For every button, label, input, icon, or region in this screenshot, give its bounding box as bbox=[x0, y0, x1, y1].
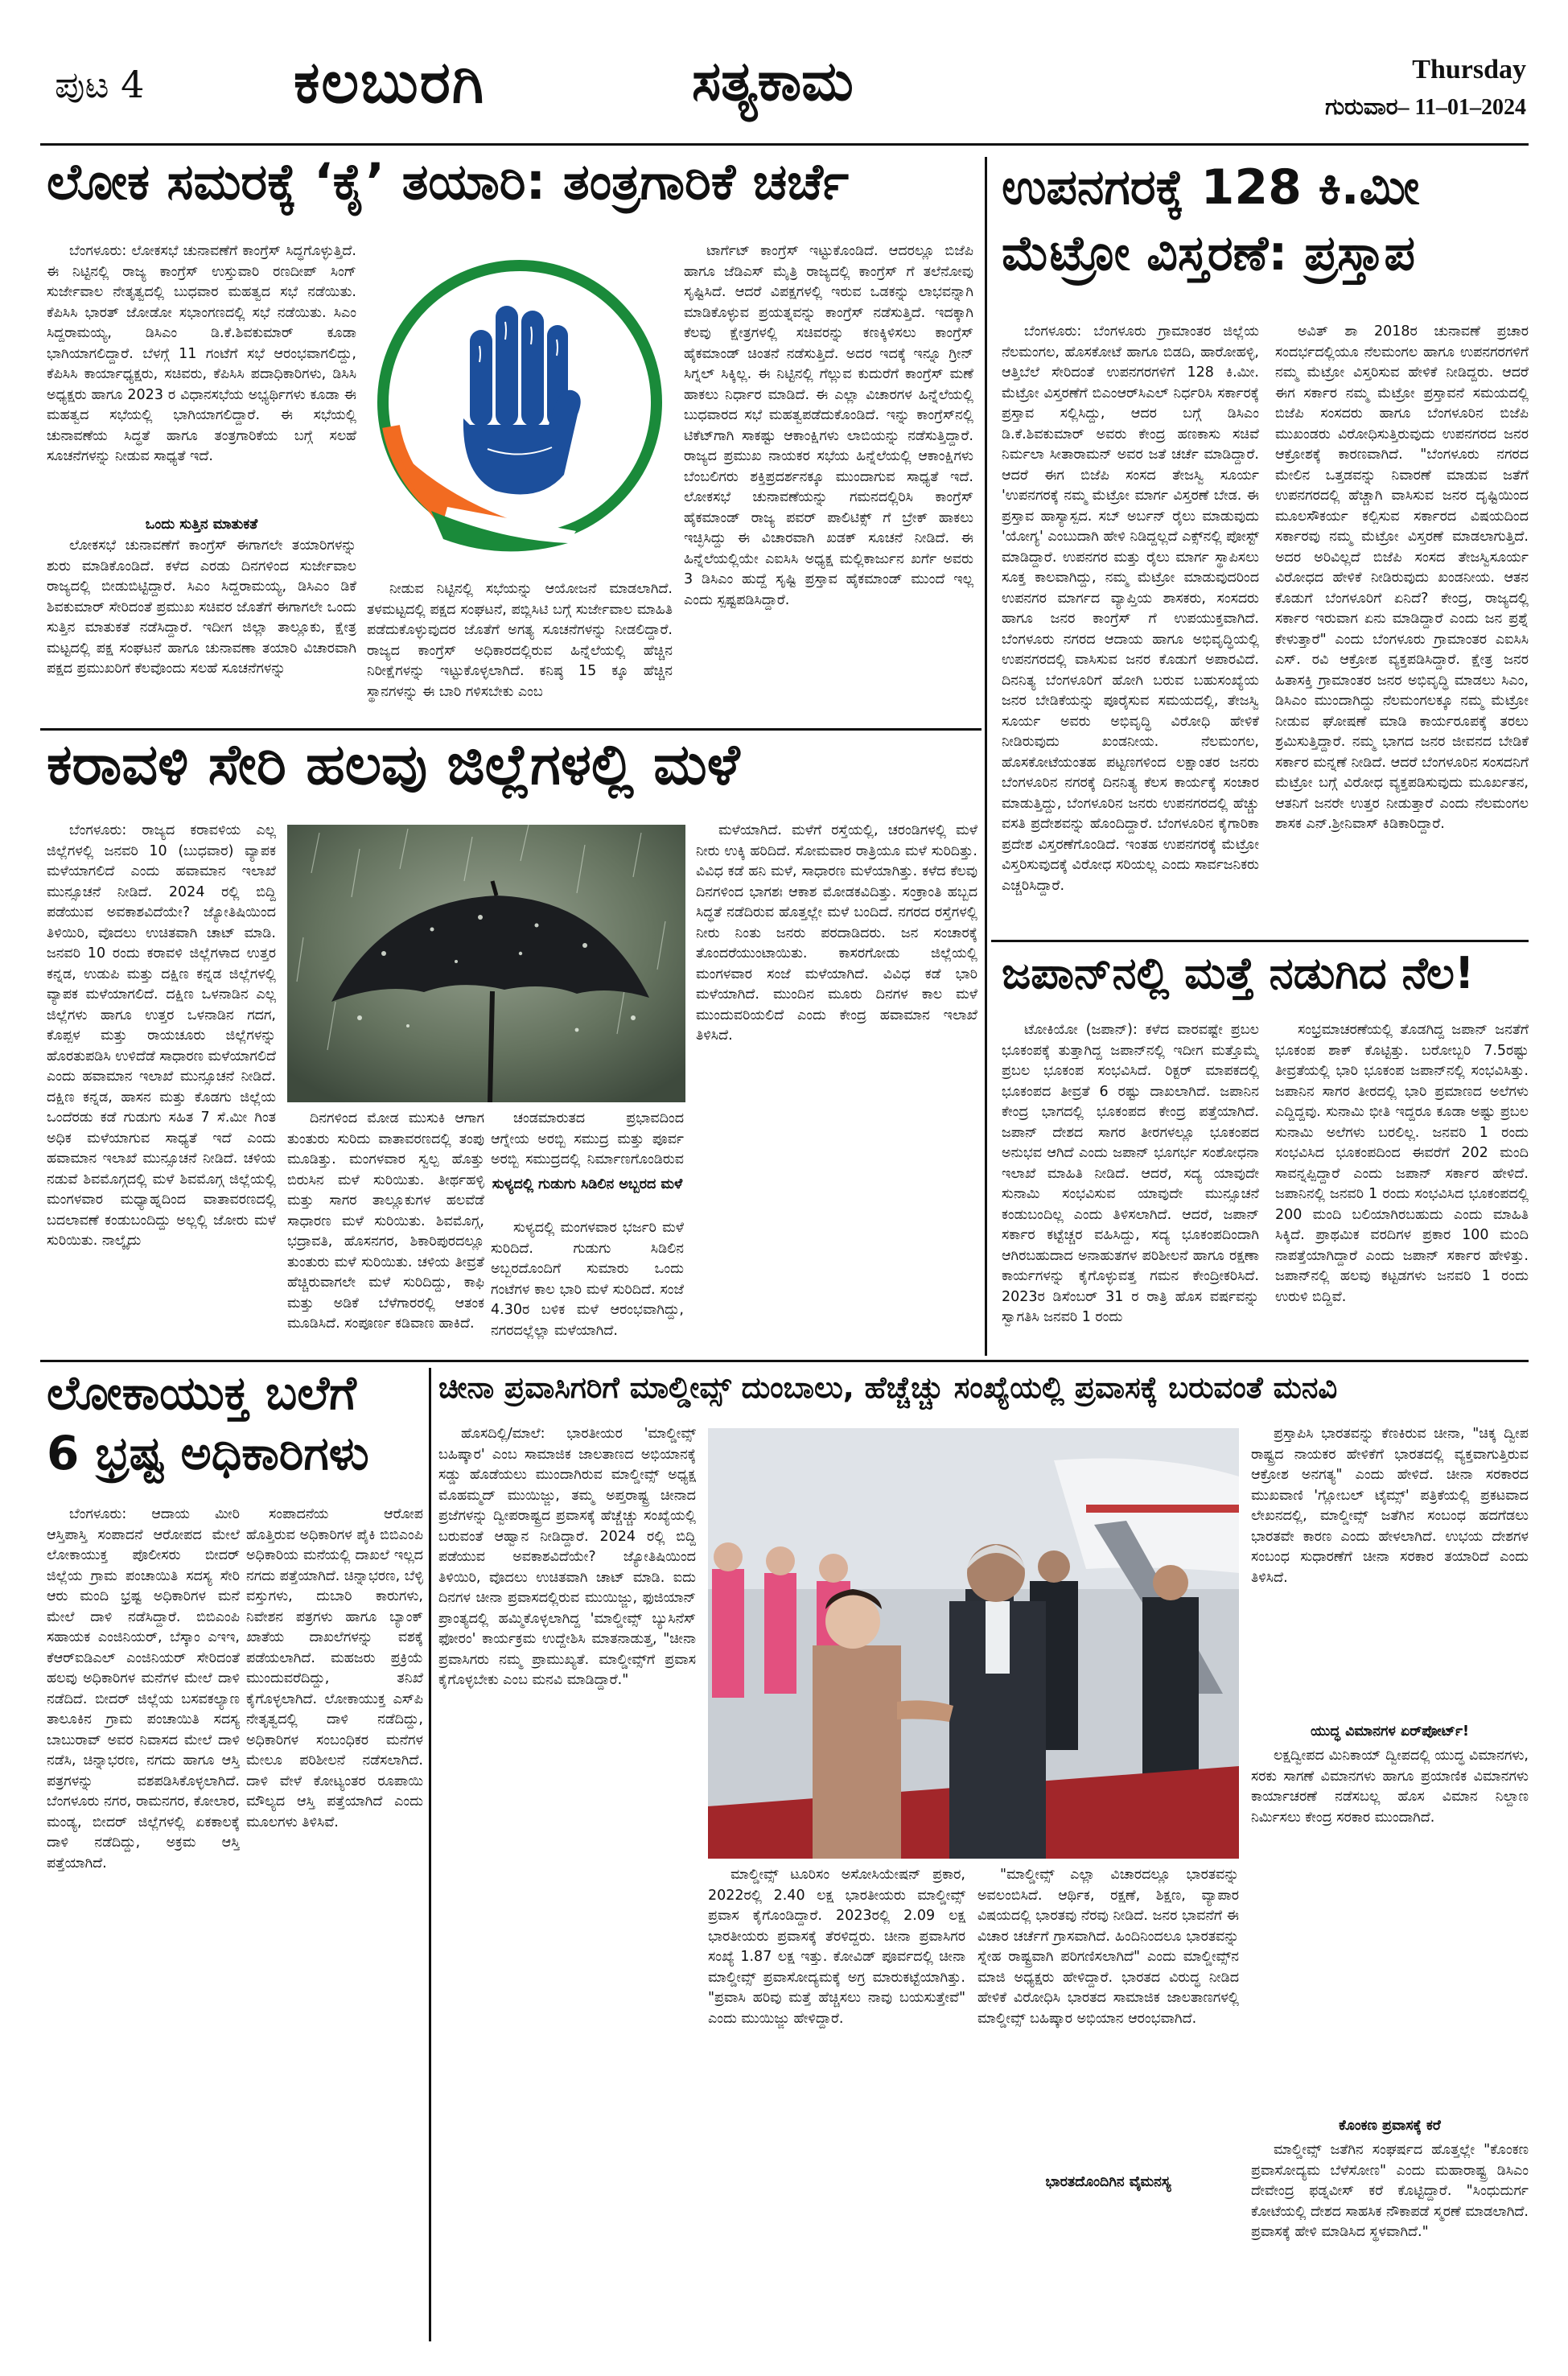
story2-headline-line2: ಮೆಟ್ರೋ ವಿಸ್ತರಣೆ: ಪ್ರಸ್ತಾಪ bbox=[1002, 225, 1415, 282]
story1-column-3: ಟಾರ್ಗೆಟ್ ಕಾಂಗ್ರೆಸ್ ಇಟ್ಟುಕೊಂಡಿದೆ. ಆದರಲ್ಲೂ ಬಿಜೆಪಿ ಹಾಗೂ ಜೆಡಿಎಸ್ ಮೈತ್ರಿ ರಾಜ್ಯದಲ್ಲಿ ಕಾಂಗ್ರೆಸ್ ಗೆ ತಲೆನೋವು ಸೃಷ್ಟಿಸಿದೆ. ಆದರೆ ವಿಪಕ್ಷಗಳಲ್ಲಿ ಇರುವ ಒಡಕನ್ನು ಲಾಭವನ್ನಾಗಿ ಮಾಡಿಕೊಳ್ಳುವ ಪ್ರಯತ್ನವನ್ನು ಕಾಂಗ್ರೆಸ್ ನಡೆಸುತ್ತಿದೆ. ಇದಕ್ಕಾಗಿ ಕೆಲವು ಕ್ಷೇತ್ರಗಳಲ್ಲಿ ಸಚಿವರನ್ನು ಕಣಕ್ಕಿಳಿಸಲು ಕಾಂಗ್ರೆಸ್ ಹೈಕಮಾಂಡ್ ಚಿಂತನೆ ನಡೆಸುತ್ತಿದೆ. ಅದರ ಇದಕ್ಕೆ ಇನ್ನೂ ಗ್ರೀನ್ ಸಿಗ್ನಲ್ ಸಿಕ್ಕಿಲ್ಲ. ಈ ನಿಟ್ಟಿನಲ್ಲಿ ಗೆಲ್ಲುವ ಕುದುರೆಗೆ ಕಾಂಗ್ರೆಸ್ ಮಣೆ ಹಾಕಲು ನಿರ್ಧಾರ ಮಾಡಿದೆ. ಈ ಎಲ್ಲಾ ವಿಚಾರಗಳ ಹಿನ್ನೆಲೆಯಲ್ಲಿ ಬುಧವಾರದ ಸಭೆ ಮಹತ್ವಪಡೆದುಕೊಂಡಿದೆ. ಇನ್ನು ಕಾಂಗ್ರೆಸ್‌ನಲ್ಲಿ ಟಿಕೆಟ್‌ಗಾಗಿ ಸಾಕಷ್ಟು ಆಕಾಂಕ್ಷಿಗಳು ಲಾಬಿಯನ್ನು ನಡೆಸುತ್ತಿದ್ದಾರೆ. ರಾಜ್ಯದ ಪ್ರಮುಖ ನಾಯಕರ ಸಭೆಯ ಹಿನ್ನೆಲೆಯಲ್ಲಿ ಆಕಾಂಕ್ಷಿಗಳು ಬೆಂಬಲಿಗರು ಶಕ್ತಿಪ್ರದರ್ಶನಕ್ಕೂ ಮುಂದಾಗುವ ಸಾಧ್ಯತೆ ಇದೆ. ಲೋಕಸಭೆ ಚುನಾವಣೆಯನ್ನು ಗಮನದಲ್ಲಿರಿಸಿ ಕಾಂಗ್ರೆಸ್ ಹೈಕಮಾಂಡ್ ರಾಜ್ಯ ಪವರ್ ಪಾಲಿಟಿಕ್ಸ್ ಗೆ ಬ್ರೇಕ್ ಹಾಕಲು ಇಚ್ಛಿಸಿದ್ದು ಈ ವಿಚಾರವಾಗಿ ಖಡಕ್ ಸೂಚನೆ ನೀಡಿದೆ. ಈ ಹಿನ್ನೆಲೆಯಲ್ಲಿಯೇ ಎಐಸಿಸಿ ಅಧ್ಯಕ್ಷ ಮಲ್ಲಿಕಾರ್ಜುನ ಖರ್ಗೆ ಅವರು 3 ಡಿಸಿಎಂ ಹುದ್ದೆ ಸೃಷ್ಟಿ ಪ್ರಸ್ತಾವ ಹೈಕಮಾಂಡ್ ಮುಂದೆ ಇಲ್ಲ ಎಂದು ಸ್ಪಷ್ಟಪಡಿಸಿದ್ದಾರೆ. bbox=[684, 243, 973, 608]
day-english: Thursday bbox=[1412, 55, 1526, 84]
story2-column-1: ಬೆಂಗಳೂರು: ಬೆಂಗಳೂರು ಗ್ರಾಮಾಂತರ ಜಿಲ್ಲೆಯ ನೆಲಮಂಗಲ, ಹೊಸಕೋಟೆ ಹಾಗೂ ಬಿಡದಿ, ಹಾರೋಹಳ್ಳಿ, ಆತ್ತಿಬೆಲೆ ಸೇರಿದಂತೆ ಉಪನಗರಗಳಿಗೆ 128 ಕಿ.ಮೀ. ಮೆಟ್ರೋ ವಿಸ್ತರಣೆಗೆ ಬಿಎಂಆರ್‌ಸಿಎಲ್ ನಿರ್ಧರಿಸಿ ಸರ್ಕಾರಕ್ಕೆ ಪ್ರಸ್ತಾವ ಸಲ್ಲಿಸಿದ್ದು, ಆದರ ಬಗ್ಗೆ ಡಿಸಿಎಂ ಡಿ.ಕೆ.ಶಿವಕುಮಾರ್ ಅವರು ಕೇಂದ್ರ ಹಣಕಾಸು ಸಚಿವೆ ನಿರ್ಮಲಾ ಸೀತಾರಾಮನ್ ಅವರ ಜತೆ ಚರ್ಚೆ ಮಾಡಿದ್ದಾರೆ. ಆದರೆ ಈಗ ಬಿಜೆಪಿ ಸಂಸದ ತೇಜಸ್ವಿ ಸೂರ್ಯ 'ಉಪನಗರಕ್ಕೆ ನಮ್ಮ ಮೆಟ್ರೋ ಮಾರ್ಗ ವಿಸ್ತರಣೆ ಬೇಡ. ಈ ಪ್ರಸ್ತಾವ ಹಾಸ್ಯಾಸ್ಪದ. ಸಬ್ ಅರ್ಬನ್ ರೈಲು ಮಾಡುವುದು 'ಯೋಗ್ಯ' ಎಂಬುದಾಗಿ ಹೇಳಿ ನಿಡಿದ್ದಲ್ಲದೆ ಎಕ್ಸ್‌ನಲ್ಲಿ ಪೋಸ್ಟ್ ಮಾಡಿದ್ದಾರೆ. ಉಪನಗರ ಮತ್ತು ರೈಲು ಮಾರ್ಗ ಸ್ಥಾಪಿಸಲು ಸೂಕ್ತ ಕಾಲವಾಗಿದ್ದು, ನಮ್ಮ ಮೆಟ್ರೋ ಮಾಡುವುದರಿಂದ ಉಪನಗರ ಮಾರ್ಗದ ವ್ಯಾಪ್ತಿಯ ಶಾಸಕರು, ಸಂಸದರು ಹಾಗೂ ಜನರ ಕಾಂಗ್ರೆಸ್ ಗೆ ಉಪಯುಕ್ತವಾಗಿದೆ. ಬೆಂಗಳೂರು ನಗರದ ಆದಾಯ ಹಾಗೂ ಅಭಿವೃದ್ಧಿಯಲ್ಲಿ ಉಪನಗರದಲ್ಲಿ ವಾಸಿಸುವ ಜನರ ಕೊಡುಗೆ ಅಪಾರವಿದೆ. ದಿನನಿತ್ಯ ಬೆಂಗಳೂರಿಗೆ ಹೋಗಿ ಬರುವ ಬಹುಸಂಖ್ಯೆಯ ಜನರ ಬೇಡಿಕೆಯನ್ನು ಪೂರೈಸುವ ಸಮಯದಲ್ಲಿ, ತೇಜಸ್ವಿ ಸೂರ್ಯ ಅವರು ಅಭಿವೃದ್ಧಿ ವಿರೋಧಿ ಹೇಳಿಕೆ ನೀಡಿರುವುದು ಖಂಡನೀಯ. ನೆಲಮಂಗಲ, ಹೊಸಕೋಟೆಯಂತಹ ಪಟ್ಟಣಗಳಿಂದ ಲಕ್ಷಾಂತರ ಜನರು ಬೆಂಗಳೂರಿನ ನಗರಕ್ಕೆ ದಿನನಿತ್ಯ ಕೆಲಸ ಕಾರ್ಯಕ್ಕೆ ಸಂಚಾರ ಮಾಡುತ್ತಿದ್ದು, ಬೆಂಗಳೂರಿನ ಜನರು ಉಪನಗರದಲ್ಲಿ ಹೆಚ್ಚು ವಸತಿ ಪ್ರದೇಶವನ್ನು ಹೊಂದಿದ್ದಾರೆ. ಬೆಂಗಳೂರಿನ ಕೈಗಾರಿಕಾ ಪ್ರದೇಶ ವಿಸ್ತರಣೆಗೊಂಡಿದೆ. ಇಂತಹ ಉಪನಗರಕ್ಕೆ ಮೆಟ್ರೋ ವಿಸ್ತರಿಸುವುದಕ್ಕೆ ವಿರೋಧ ಸರಿಯಲ್ಲ ಎಂದು ಸಾರ್ವಜನಿಕರು ಎಚ್ಚರಿಸಿದ್ದಾರೆ. bbox=[1002, 323, 1259, 894]
story6-subhead-2: ಯುದ್ಧ ವಿಮಾನಗಳ ಏರ್‌ಪೋರ್ಟ್! bbox=[1310, 1723, 1469, 1740]
story1-column-2: ನೀಡುವ ನಿಟ್ಟಿನಲ್ಲಿ ಸಭೆಯನ್ನು ಆಯೋಜನೆ ಮಾಡಲಾಗಿದೆ. ತಳಮಟ್ಟದಲ್ಲಿ ಪಕ್ಷದ ಸಂಘಟನೆ, ಪಬ್ಲಿಸಿಟಿ ಬಗ್ಗೆ ಸುರ್ಜೇವಾಲ ಮಾಹಿತಿ ಪಡೆದುಕೊಳ್ಳುವುದರ ಜೊತೆಗೆ ಅಗತ್ಯ ಸೂಚನೆಗಳನ್ನು ನೀಡಲಿದ್ದಾರೆ. ರಾಜ್ಯದ ಕಾಂಗ್ರೆಸ್ ಅಧಿಕಾರದಲ್ಲಿರುವ ಹಿನ್ನೆಲೆಯಲ್ಲಿ ಹೆಚ್ಚಿನ ನಿರೀಕ್ಷೆಗಳನ್ನು ಇಟ್ಟುಕೊಳ್ಳಲಾಗಿದೆ. ಕನಿಷ್ಠ 15 ಕ್ಕೂ ಹೆಚ್ಚಿನ ಸ್ಥಾನಗಳನ್ನು ಈ ಬಾರಿ ಗಳಿಸಬೇಕು ಎಂಬ bbox=[367, 581, 673, 700]
story3-column-2-cont: ಚಂಡಮಾರುತದ ಪ್ರಭಾವದಿಂದ ಆಗ್ನೇಯ ಅರಬ್ಬಿ ಸಮುದ್ರ ಮತ್ತು ಪೂರ್ವ ಅರಬ್ಬಿ ಸಮುದ್ರದಲ್ಲಿ ನಿರ್ಮಾಣಗೊಂಡಿರುವ bbox=[491, 1110, 684, 1167]
story6-column-1: ಹೊಸದಿಲ್ಲಿ/ಮಾಲೆ: ಭಾರತೀಯರ 'ಮಾಲ್ಡೀವ್ಸ್ ಬಹಿಷ್ಕಾರ' ಎಂಬ ಸಾಮಾಜಿಕ ಜಾಲತಾಣದ ಅಭಿಯಾನಕ್ಕೆ ಸಡ್ಡು ಹೊಡೆಯಲು ಮುಂದಾಗಿರುವ ಮಾಲ್ಡೀವ್ಸ್ ಅಧ್ಯಕ್ಷ ಮೊಹಮ್ಮದ್ ಮುಯಿಜ್ಜು, ತಮ್ಮ ಅಪ್ತರಾಷ್ಟ್ರ ಚೀನಾದ ಪ್ರಜೆಗಳನ್ನು ದ್ವೀಪರಾಷ್ಟ್ರದ ಪ್ರವಾಸಕ್ಕೆ ಹೆಚ್ಚೆಚ್ಚು ಸಂಖ್ಯೆಯಲ್ಲಿ ಬರುವಂತೆ ಆಹ್ವಾನ ನೀಡಿದ್ದಾರೆ. 2024 ರಲ್ಲಿ ಬಿದ್ದಿ ಪಡೆಯುವ ಅವಕಾಶವಿದೆಯೇ? ಜ್ಯೋತಿಷಿಯಿಂದ ತಿಳಿಯಿರಿ, ವೊದಲು ಉಚಿತವಾಗಿ ಚಾಟ್ ಮಾಡಿ. ಐದು ದಿನಗಳ ಚೀನಾ ಪ್ರವಾಸದಲ್ಲಿರುವ ಮುಯಿಜ್ಜು, ಫುಜಿಯಾನ್ ಪ್ರಾಂತ್ಯದಲ್ಲಿ ಹಮ್ಮಿಕೊಳ್ಳಲಾಗಿದ್ದ 'ಮಾಲ್ಡೀವ್ಸ್ ಬ್ಯುಸಿನೆಸ್ ಫೋರಂ' ಕಾರ್ಯಕ್ರಮ ಉದ್ದೇಶಿಸಿ ಮಾತನಾಡುತ್ತ, "ಚೀನಾ ಪ್ರವಾಸಿಗರು ನಮ್ಮ ಪ್ರಾಮುಖ್ಯತೆ. ಮಾಲ್ಡೀವ್ಸ್‌ಗೆ ಪ್ರವಾಸ ಕೈಗೊಳ್ಳಬೇಕು ಎಂಬ ಮನವಿ ಮಾಡಿದ್ದಾರೆ." bbox=[438, 1426, 696, 1688]
story3-subhead: ಸುಳ್ಯದಲ್ಲಿ ಗುಡುಗು ಸಿಡಿಲಿನ ಅಬ್ಬರದ ಮಳೆ bbox=[492, 1176, 683, 1192]
lower-divider bbox=[429, 1368, 431, 2341]
story1-subhead: ಒಂದು ಸುತ್ತಿನ ಮಾತುಕತೆ bbox=[145, 517, 258, 533]
story3-column-1: ಬೆಂಗಳೂರು: ರಾಜ್ಯದ ಕರಾವಳಿಯ ಎಲ್ಲ ಜಿಲ್ಲೆಗಳಲ್ಲಿ ಜನವರಿ 10 (ಬುಧವಾರ) ವ್ಯಾಪಕ ಮಳೆಯಾಗಲಿದೆ ಎಂದು ಹವಾಮಾನ ಇಲಾಖೆ ಮುನ್ಸೂಚನೆ ನೀಡಿದೆ. 2024 ರಲ್ಲಿ ಬಿದ್ದಿ ಪಡೆಯುವ ಅವಕಾಶವಿದೆಯೇ? ಜ್ಯೋತಿಷಿಯಿಂದ ತಿಳಿಯಿರಿ, ವೊದಲು ಉಚಿತವಾಗಿ ಚಾಟ್ ಮಾಡಿ. ಜನವರಿ 10 ರಂದು ಕರಾವಳಿ ಜಿಲ್ಲೆಗಳಾದ ಉತ್ತರ ಕನ್ನಡ, ಉಡುಪಿ ಮತ್ತು ದಕ್ಷಿಣ ಕನ್ನಡ ಜಿಲ್ಲೆಗಳಲ್ಲಿ ವ್ಯಾಪಕ ಮಳೆಯಾಗಲಿದೆ. ದಕ್ಷಿಣ ಒಳನಾಡಿನ ಎಲ್ಲ ಜಿಲ್ಲೆಗಳು ಹಾಗೂ ಉತ್ತರ ಒಳನಾಡಿನ ಗದಗ, ಕೊಪ್ಪಳ ಮತ್ತು ರಾಯಚೂರು ಜಿಲ್ಲೆಗಳನ್ನು ಹೊರತುಪಡಿಸಿ ಉಳಿದೆಡೆ ಸಾಧಾರಣ ಮಳೆಯಾಗಲಿದೆ ಎಂದು ಹವಾಮಾನ ಇಲಾಖೆ ಮುನ್ಸೂಚನೆ ನೀಡಿದೆ. ದಕ್ಷಿಣ ಕನ್ನಡ, ಹಾಸನ ಮತ್ತು ಕೊಡಗು ಜಿಲ್ಲೆಯ ಒಂದೆರಡು ಕಡೆ ಗುಡುಗು ಸಹಿತ 7 ಸೆ.ಮೀ ಗಿಂತ ಅಧಿಕ ಮಳೆಯಾಗುವ ಸಾಧ್ಯತೆ ಇದೆ ಎಂದು ಹವಾಮಾನ ಇಲಾಖೆ ಮುನ್ಸೂಚನೆ ನೀಡಿದೆ. ಚಳಿಯ ನಡುವೆ ಶಿವಮೊಗ್ಗದಲ್ಲಿ ಮಳೆ ಶಿವಮೊಗ್ಗ ಜಿಲ್ಲೆಯಲ್ಲಿ ಮಂಗಳವಾರ ಮಧ್ಯಾಹ್ನದಿಂದ ವಾತಾವರಣದಲ್ಲಿ ಬದಲಾವಣೆ ಕಂಡುಬಂದಿದ್ದು ಅಲ್ಲಲ್ಲಿ ಜೋರು ಮಳೆ ಸುರಿಯಿತು. ನಾಲ್ಕೈದು bbox=[47, 822, 276, 1249]
rain-umbrella-photo bbox=[287, 825, 685, 1102]
story2-bottom-rule bbox=[991, 940, 1529, 942]
story6-subhead-3: ಕೊಂಕಣ ಪ್ರವಾಸಕ್ಕೆ ಕರೆ bbox=[1339, 2118, 1441, 2134]
story6-subhead-1: ಭಾರತದೊಂದಿಗಿನ ವೈಮನಸ್ಯ bbox=[1045, 2174, 1171, 2190]
lower-section-rule bbox=[40, 1360, 1529, 1362]
story3-column-2b: ಸುಳ್ಯದಲ್ಲಿ ಮಂಗಳವಾರ ಭರ್ಜರಿ ಮಳೆ ಸುರಿದಿದೆ. ಗುಡುಗು ಸಿಡಿಲಿನ ಅಬ್ಬರದೊಂದಿಗೆ ಸುಮಾರು ಒಂದು ಗಂಟೆಗಳ ಕಾಲ ಭಾರಿ ಮಳೆ ಸುರಿದಿದೆ. ಸಂಜೆ 4.30ರ ಬಳಿಕ ಮಳೆ ಆರಂಭವಾಗಿದ್ದು, ನಗರದಲ್ಲೆಲ್ಲಾ ಮಳೆಯಾಗಿದೆ. bbox=[491, 1220, 684, 1339]
page-number: ಪುಟ 4 bbox=[55, 63, 145, 106]
paper-name: ಸತ್ಯಕಾಮ bbox=[692, 50, 854, 113]
story4-column-1: ಟೋಕಿಯೋ (ಜಪಾನ್): ಕಳೆದ ವಾರವಷ್ಟೇ ಪ್ರಬಲ ಭೂಕಂಪಕ್ಕೆ ತುತ್ತಾಗಿದ್ದ ಜಪಾನ್‌ನಲ್ಲಿ ಇದೀಗ ಮತ್ತೊಮ್ಮೆ ಪ್ರಬಲ ಭೂಕಂಪ ಸಂಭವಿಸಿದೆ. ರಿಕ್ಟರ್ ಮಾಪಕದಲ್ಲಿ ಭೂಕಂಪದ ತೀವ್ರತೆ 6 ರಷ್ಟು ದಾಖಲಾಗಿದೆ. ಜಪಾನಿನ ಕೇಂದ್ರ ಭಾಗದಲ್ಲಿ ಭೂಕಂಪದ ಕೇಂದ್ರ ಪತ್ತೆಯಾಗಿದೆ. ಜಪಾನ್ ದೇಶದ ಸಾಗರ ತೀರಗಳಲ್ಲೂ ಭೂಕಂಪದ ಅನುಭವ ಆಗಿದೆ ಎಂದು ಜಪಾನ್ ಭೂಗರ್ಭ ಸಂಶೋಧನಾ ಇಲಾಖೆ ಮಾಹಿತಿ ನೀಡಿದೆ. ಆದರೆ, ಸದ್ಯ ಯಾವುದೇ ಸುನಾಮಿ ಸಂಭವಿಸುವ ಯಾವುದೇ ಮುನ್ಸೂಚನೆ ಕಂಡುಬಂದಿಲ್ಲ ಎಂದು ತಿಳಿಸಲಾಗಿದೆ. ಆದರೆ, ಜಪಾನ್ ಸರ್ಕಾರ ಕಟ್ಟೆಚ್ಚರ ವಹಿಸಿದ್ದು, ಸದ್ಯ ಭೂಕಂಪದಿಂದಾಗಿ ಆಗಿರಬಹುದಾದ ಅನಾಹುತಗಳ ಪರಿಶೀಲನೆ ಹಾಗೂ ರಕ್ಷಣಾ ಕಾರ್ಯಗಳನ್ನು ಕೈಗೊಳ್ಳುವತ್ತ ಗಮನ ಕೇಂದ್ರೀಕರಿಸಿದೆ. 2023ರ ಡಿಸೆಂಬರ್ 31 ರ ರಾತ್ರಿ ಹೊಸ ವರ್ಷವನ್ನು ಸ್ವಾಗತಿಸಿ ಜನವರಿ 1 ರಂದು bbox=[1002, 1022, 1259, 1325]
story5-column-2: ಸಂಪಾದನೆಯ ಆರೋಪ ಹೊತ್ತಿರುವ ಅಧಿಕಾರಿಗಳ ಪೈಕಿ ಬಿಬಿಎಂಪಿ ಅಧಿಕಾರಿಯ ಮನೆಯಲ್ಲಿ ದಾಖಲೆ ಇಲ್ಲದ ನಗದು ಪತ್ತೆಯಾಗಿದೆ. ಚಿನ್ನಾಭರಣ, ಬೆಳ್ಳಿ ವಸ್ತುಗಳು, ದುಬಾರಿ ಕಾರುಗಳು, ನಿವೇಶನ ಪತ್ರಗಳು ಹಾಗೂ ಬ್ಯಾಂಕ್ ಖಾತೆಯ ದಾಖಲೆಗಳನ್ನು ವಶಕ್ಕೆ ಪಡೆಯಲಾಗಿದೆ. ಮಹಜರು ಪ್ರಕ್ರಿಯೆ ಮುಂದುವರೆದಿದ್ದು, ತನಿಖೆ ಕೈಗೊಳ್ಳಲಾಗಿದೆ. ಲೋಕಾಯುಕ್ತ ಎಸ್‌ಪಿ ನೇತೃತ್ವದಲ್ಲಿ ದಾಳಿ ನಡೆದಿದ್ದು, ಅಧಿಕಾರಿಗಳ ಸಂಬಂಧಿಕರ ಮನೆಗಳ ಮೇಲೂ ಪರಿಶೀಲನೆ ನಡೆಸಲಾಗಿದೆ. ದಾಳಿ ವೇಳೆ ಕೋಟ್ಯಂತರ ರೂಪಾಯಿ ಮೌಲ್ಯದ ಆಸ್ತಿ ಪತ್ತೆಯಾಗಿದೆ ಎಂದು ಮೂಲಗಳು ತಿಳಿಸಿವೆ. bbox=[246, 1506, 423, 1830]
story6-column-4: ಪ್ರಸ್ತಾಪಿಸಿ ಭಾರತವನ್ನು ಕೆಣಕಿರುವ ಚೀನಾ, "ಚಿಕ್ಕ ದ್ವೀಪ ರಾಷ್ಟ್ರದ ನಾಯಕರ ಹೇಳಿಕೆಗೆ ಭಾರತದಲ್ಲಿ ವ್ಯಕ್ತವಾಗುತ್ತಿರುವ ಆಕ್ರೋಶ ಅನಗತ್ಯ" ಎಂದು ಹೇಳಿದೆ. ಚೀನಾ ಸರಕಾರದ ಮುಖವಾಣಿ 'ಗ್ಲೋಬಲ್ ಟೈಮ್ಸ್' ಪತ್ರಿಕೆಯಲ್ಲಿ ಪ್ರಕಟವಾದ ಲೇಖನದಲ್ಲಿ, ಮಾಲ್ಡೀವ್ಸ್ ಜತೆಗಿನ ಸಂಬಂಧ ಹದಗೆಡಲು ಭಾರತವೇ ಕಾರಣ ಎಂದು ಹೇಳಲಾಗಿದೆ. ಉಭಯ ದೇಶಗಳ ಸಂಬಂಧ ಸುಧಾರಣೆಗೆ ಚೀನಾ ಸರಕಾರ ತಯಾರಿದೆ ಎಂದು ತಿಳಿಸಿದೆ. bbox=[1251, 1426, 1529, 1586]
story6-headline: ಚೀನಾ ಪ್ರವಾಸಿಗರಿಗೆ ಮಾಲ್ಡೀವ್ಸ್ ದುಂಬಾಲು, ಹೆಚ್ಚೆಚ್ಚು ಸಂಖ್ಯೆಯಲ್ಲಿ ಪ್ರವಾಸಕ್ಕೆ ಬರುವಂತೆ ಮನವಿ bbox=[438, 1370, 1338, 1405]
story3-column-2: ದಿನಗಳಿಂದ ಮೋಡ ಮುಸುಕಿ ಆಗಾಗ ತುಂತುರು ಸುರಿದು ವಾತಾವರಣದಲ್ಲಿ ತಂಪು ಮೂಡಿತ್ತು. ಮಂಗಳವಾರ ಸ್ವಲ್ಪ ಹೊತ್ತು ಬಿರುಸಿನ ಮಳೆ ಸುರಿಯಿತು. ತೀರ್ಥಹಳ್ಳಿ ಮತ್ತು ಸಾಗರ ತಾಲ್ಲೂಕುಗಳ ಹಲವೆಡೆ ಸಾಧಾರಣ ಮಳೆ ಸುರಿಯಿತು. ಶಿವಮೊಗ್ಗ, ಭದ್ರಾವತಿ, ಹೊಸನಗರ, ಶಿಕಾರಿಪುರದಲ್ಲೂ ತುಂತುರು ಮಳೆ ಸುರಿಯಿತು. ಚಳಿಯ ತೀವ್ರತೆ ಹೆಚ್ಚಿರುವಾಗಲೇ ಮಳೆ ಸುರಿದಿದ್ದು, ಕಾಫಿ ಮತ್ತು ಅಡಿಕೆ ಬೆಳೆಗಾರರಲ್ಲಿ ಆತಂಕ ಮೂಡಿಸಿದೆ. ಸಂಪೂರ್ಣ ಕಡಿವಾಣ ಹಾಕಿದೆ. bbox=[287, 1110, 484, 1332]
story5-column-1: ಬೆಂಗಳೂರು: ಆದಾಯ ಮೀರಿ ಆಸ್ತಿಪಾಸ್ತಿ ಸಂಪಾದನೆ ಆರೋಪದ ಮೇಲೆ ಲೋಕಾಯುಕ್ತ ಪೊಲೀಸರು ಬೀದರ್ ಜಿಲ್ಲೆಯ ಗ್ರಾಮ ಪಂಚಾಯಿತಿ ಸದಸ್ಯ ಸೇರಿ ಆರು ಮಂದಿ ಭ್ರಷ್ಟ ಅಧಿಕಾರಿಗಳ ಮನೆ ಮೇಲೆ ದಾಳಿ ನಡೆಸಿದ್ದಾರೆ. ಬಿಬಿಎಂಪಿ ಸಹಾಯಕ ಎಂಜಿನಿಯರ್, ಬೆಸ್ಕಾಂ ಎಇಇ, ಕೆಆರ್‌ಐಡಿಎಲ್ ಎಂಜಿನಿಯರ್ ಸೇರಿದಂತೆ ಹಲವು ಅಧಿಕಾರಿಗಳ ಮನೆಗಳ ಮೇಲೆ ದಾಳಿ ನಡೆದಿದೆ. ಬೀದರ್ ಜಿಲ್ಲೆಯ ಬಸವಕಲ್ಯಾಣ ತಾಲೂಕಿನ ಗ್ರಾಮ ಪಂಚಾಯಿತಿ ಸದಸ್ಯ ಬಾಬುರಾವ್ ಅವರ ನಿವಾಸದ ಮೇಲೆ ದಾಳಿ ನಡೆಸಿ, ಚಿನ್ನಾಭರಣ, ನಗದು ಹಾಗೂ ಆಸ್ತಿ ಪತ್ರಗಳನ್ನು ವಶಪಡಿಸಿಕೊಳ್ಳಲಾಗಿದೆ. ಬೆಂಗಳೂರು ನಗರ, ರಾಮನಗರ, ಕೋಲಾರ, ಮಂಡ್ಯ, ಬೀದರ್ ಜಿಲ್ಲೆಗಳಲ್ಲಿ ಏಕಕಾಲಕ್ಕೆ ದಾಳಿ ನಡೆದಿದ್ದು, ಅಕ್ರಮ ಆಸ್ತಿ ಪತ್ತೆಯಾಗಿದೆ. bbox=[47, 1506, 240, 1872]
story6-column-4c: ಮಾಲ್ಡೀವ್ಸ್ ಜತೆಗಿನ ಸಂಘರ್ಷದ ಹೊತ್ತಲ್ಲೇ "ಕೊಂಕಣ ಪ್ರವಾಸೋದ್ಯಮ ಬೆಳೆಸೋಣ" ಎಂದು ಮಹಾರಾಷ್ಟ್ರ ಡಿಸಿಎಂ ದೇವೇಂದ್ರ ಫಡ್ನವೀಸ್ ಕರೆ ಕೊಟ್ಟಿದ್ದಾರೆ. "ಸಿಂಧುದುರ್ಗ ಕೋಟೆಯಲ್ಲಿ ದೇಶದ ಸಾಹಸಿಕ ನೌಕಾಪಡೆ ಸ್ಮರಣೆ ಮಾಡಲಾಗಿದೆ. ಪ್ರವಾಸಕ್ಕೆ ಹೇಳಿ ಮಾಡಿಸಿದ ಸ್ಥಳವಾಗಿದೆ." bbox=[1251, 2142, 1529, 2240]
story4-column-2: ಸಂಭ್ರಮಾಚರಣೆಯಲ್ಲಿ ತೊಡಗಿದ್ದ ಜಪಾನ್ ಜನತೆಗೆ ಭೂಕಂಪ ಶಾಕ್ ಕೊಟ್ಟಿತ್ತು. ಬರೋಬ್ಬರಿ 7.5ರಷ್ಟು ತೀವ್ರತೆಯಲ್ಲಿ ಭಾರಿ ಭೂಕಂಪ ಜಪಾನ್‌ನಲ್ಲಿ ಸಂಭವಿಸಿತ್ತು. ಜಪಾನಿನ ಸಾಗರ ತೀರದಲ್ಲಿ ಭಾರಿ ಪ್ರಮಾಣದ ಅಲೆಗಳು ಎದ್ದಿದ್ದವು. ಸುನಾಮಿ ಭೀತಿ ಇದ್ದರೂ ಕೂಡಾ ಅಷ್ಟು ಪ್ರಬಲ ಸುನಾಮಿ ಅಲೆಗಳು ಬರಲಿಲ್ಲ. ಜನವರಿ 1 ರಂದು ಸಂಭವಿಸಿದ ಭೂಕಂಪದಿಂದ ಈವರೆಗೆ 202 ಮಂದಿ ಸಾವನ್ನಪ್ಪಿದ್ದಾರೆ ಎಂದು ಜಪಾನ್ ಸರ್ಕಾರ ಹೇಳಿದೆ. ಜಪಾನಿನಲ್ಲಿ ಜನವರಿ 1 ರಂದು ಸಂಭವಿಸಿದ ಭೂಕಂಪದಲ್ಲಿ 200 ಮಂದಿ ಬಲಿಯಾಗಿರಬಹುದು ಎಂದು ಮಾಹಿತಿ ಸಿಕ್ಕಿದೆ. ಪ್ರಾಥಮಿಕ ವರದಿಗಳ ಪ್ರಕಾರ 100 ಮಂದಿ ನಾಪತ್ತೆಯಾಗಿದ್ದಾರೆ ಎಂದು ಜಪಾನ್ ಸರ್ಕಾರ ಹೇಳಿತ್ತು. ಜಪಾನ್‌ನಲ್ಲಿ ಹಲವು ಕಟ್ಟಡಗಳು ಜನವರಿ 1 ರಂದು ಉರುಳಿ ಬಿದ್ದಿವೆ. bbox=[1275, 1022, 1529, 1305]
story6-column-4b: ಲಕ್ಷದ್ವೀಪದ ಮಿನಿಕಾಯ್ ದ್ವೀಪದಲ್ಲಿ ಯುದ್ಧ ವಿಮಾನಗಳು, ಸರಕು ಸಾಗಣೆ ವಿಮಾನಗಳು ಹಾಗೂ ಪ್ರಯಾಣಿಕ ವಿಮಾನಗಳು ಕಾರ್ಯಾಚರಣೆ ನಡೆಸಬಲ್ಲ ಹೊಸ ವಿಮಾನ ನಿಲ್ದಾಣ ನಿರ್ಮಿಸಲು ಕೇಂದ್ರ ಸರಕಾರ ಮುಂದಾಗಿದೆ. bbox=[1251, 1748, 1529, 1826]
story3-column-3: ಮಳೆಯಾಗಿದೆ. ಮಳೆಗೆ ರಸ್ತೆಯಲ್ಲಿ, ಚರಂಡಿಗಳಲ್ಲಿ ಮಳೆ ನೀರು ಉಕ್ಕಿ ಹರಿದಿದೆ. ಸೋಮವಾರ ರಾತ್ರಿಯೂ ಮಳೆ ಸುರಿದಿತ್ತು. ವಿವಿಧ ಕಡೆ ಹನಿ ಮಳೆ, ಸಾಧಾರಣ ಮಳೆಯಾಗಿತ್ತು. ಕಳೆದ ಕೆಲವು ದಿನಗಳಿಂದ ಭಾಗಶಃ ಆಕಾಶ ಮೋಡಕವಿದಿತ್ತು. ಸಂಕ್ರಾಂತಿ ಹಬ್ಬದ ಸಿದ್ಧತೆ ನಡೆದಿರುವ ಹೊತ್ತಲ್ಲೇ ಮಳೆ ಬಂದಿದೆ. ನಗರದ ರಸ್ತೆಗಳಲ್ಲಿ ನೀರು ನಿಂತು ಜನರು ಪರದಾಡಿದರು. ಜನ ಸಂಚಾರಕ್ಕೆ ತೊಂದರೆಯುಂಟಾಯಿತು. ಕಾಸರಗೋಡು ಜಿಲ್ಲೆಯಲ್ಲಿ ಮಂಗಳವಾರ ಸಂಜೆ ಮಳೆಯಾಗಿದೆ. ವಿವಿಧ ಕಡೆ ಭಾರಿ ಮಳೆಯಾಗಿದೆ. ಮುಂದಿನ ಮೂರು ದಿನಗಳ ಕಾಲ ಮಳೆ ಮುಂದುವರಿಯಲಿದೆ ಎಂದು ಕೇಂದ್ರ ಹವಾಮಾನ ಇಲಾಖೆ ತಿಳಿಸಿದೆ. bbox=[696, 822, 977, 1044]
story2-column-2: ಅವಿತ್ ಶಾ 2018ರ ಚುನಾವಣೆ ಪ್ರಚಾರ ಸಂದರ್ಭದಲ್ಲಿಯೂ ನೆಲಮಂಗಲ ಹಾಗೂ ಉಪನಗರಗಳಿಗೆ ನಮ್ಮ ಮೆಟ್ರೋ ವಿಸ್ತರಿಸುವ ಹೇಳಿಕೆ ನೀಡಿದ್ದರು. ಆದರೆ ಈಗ ಸರ್ಕಾರ ನಮ್ಮ ಮೆಟ್ರೋ ಪ್ರಸ್ತಾವನೆ ಸಮಯದಲ್ಲಿ ಬಿಜೆಪಿ ಸಂಸದರು ಹಾಗೂ ಬೆಂಗಳೂರಿನ ಬಿಜೆಪಿ ಮುಖಂಡರು ವಿರೋಧಿಸುತ್ತಿರುವುದು ಉಪನಗರದ ಜನರ ಆಕ್ರೋಶಕ್ಕೆ ಕಾರಣವಾಗಿದೆ. "ಬೆಂಗಳೂರು ನಗರದ ಮೇಲಿನ ಒತ್ತಡವನ್ನು ನಿವಾರಣೆ ಮಾಡುವ ಜತೆಗೆ ಉಪನಗರದಲ್ಲಿ ಹೆಚ್ಚಾಗಿ ವಾಸಿಸುವ ಜನರ ದೃಷ್ಟಿಯಿಂದ ಮೂಲಸೌಕರ್ಯ ಕಲ್ಪಿಸುವ ಸರ್ಕಾರದ ವಿಷಯದಿಂದ ಸರ್ಕಾರವು ನಮ್ಮ ಮೆಟ್ರೋ ವಿಸ್ತರಣೆ ಮಾಡಲಾಗುತ್ತಿದೆ. ಅದರ ಅರಿವಿಲ್ಲದೆ ಬಿಜೆಪಿ ಸಂಸದ ತೇಜಸ್ವಿಸೂರ್ಯ ವಿರೋಧದ ಹೇಳಿಕೆ ನೀಡಿರುವುದು ಖಂಡನೀಯ. ಆತನ ಕೊಡುಗೆ ಬೆಂಗಳೂರಿಗೆ ಏನಿದೆ? ಕೇಂದ್ರ, ರಾಜ್ಯದಲ್ಲಿ ಸರ್ಕಾರ ಇರುವಾಗ ಏನು ಮಾಡಿದ್ದಾರೆ ಎಂದು ಜನ ಪ್ರಶ್ನೆ ಕೇಳುತ್ತಾರೆ" ಎಂದು ಬೆಂಗಳೂರು ಗ್ರಾಮಾಂತರ ಎಐಸಿಸಿ ಎಸ್. ರವಿ ಆಕ್ರೋಶ ವ್ಯಕ್ತಪಡಿಸಿದ್ದಾರೆ. ಕ್ಷೇತ್ರ ಜನರ ಹಿತಾಸಕ್ತಿ ಗ್ರಾಮಾಂತರ ಜನರ ಅಭಿವೃದ್ಧಿ ಮಾಡಲು ಸಿಎಂ, ಡಿಸಿಎಂ ಮುಂದಾಗಿದ್ದು ನೆಲಮಂಗಲಕ್ಕೂ ನಮ್ಮ ಮೆಟ್ರೋ ನೀಡುವ ಘೋಷಣೆ ಮಾಡಿ ಕಾರ್ಯರೂಪಕ್ಕೆ ತರಲು ಶ್ರಮಿಸುತ್ತಿದ್ದಾರೆ. ನಮ್ಮ ಭಾಗದ ಜನರ ಜೀವನದ ಬೇಡಿಕೆ ಸರ್ಕಾರ ಮನ್ನಣೆ ನೀಡಿದೆ. ಆದರೆ ಬೆಂಗಳೂರಿನ ಸಂಸದನಿಗೆ ಮೆಟ್ರೋ ಬಗ್ಗೆ ವಿರೋಧ ವ್ಯಕ್ತಪಡಿಸುವುದು ಮೂರ್ಖತನ, ಆತನಿಗೆ ಜನರೇ ಉತ್ತರ ನೀಡುತ್ತಾರೆ ಎಂದು ನೆಲಮಂಗಲ ಶಾಸಕ ಎನ್.ಶ್ರೀನಿವಾಸ್ ಕಿಡಿಕಾರಿದ್ದಾರೆ. bbox=[1275, 323, 1529, 832]
story1-headline: ಲೋಕ ಸಮರಕ್ಕೆ ‘ಕೈ’ ತಯಾರಿ: ತಂತ್ರಗಾರಿಕೆ ಚರ್ಚೆ bbox=[47, 152, 850, 211]
column-divider bbox=[985, 157, 987, 1356]
story5-headline-line1: ಲೋಕಾಯುಕ್ತ ಬಲೆಗೆ bbox=[47, 1365, 356, 1420]
date-kannada: ಗುರುವಾರ– 11–01–2024 bbox=[1325, 95, 1526, 120]
story3-headline: ಕರಾವಳಿ ಸೇರಿ ಹಲವು ಜಿಲ್ಲೆಗಳಲ್ಲಿ ಮಳೆ bbox=[47, 731, 740, 797]
story6-column-3: "ಮಾಲ್ಡೀವ್ಸ್ ಎಲ್ಲಾ ವಿಚಾರದಲ್ಲೂ ಭಾರತವನ್ನು ಅವಲಂಬಿಸಿದೆ. ಆರ್ಥಿಕ, ರಕ್ಷಣೆ, ಶಿಕ್ಷಣ, ವ್ಯಾಪಾರ ವಿಷಯದಲ್ಲಿ ಭಾರತವು ನೆರವು ನೀಡಿದೆ. ಜನರ ಭಾವನೆಗೆ ಈ ವಿಚಾರ ಚರ್ಚೆಗೆ ಗ್ರಾಸವಾಗಿದೆ. ಹಿಂದಿನಿಂದಲೂ ಭಾರತವನ್ನು ಸ್ನೇಹ ರಾಷ್ಟ್ರವಾಗಿ ಪರಿಗಣಿಸಲಾಗಿದೆ" ಎಂದು ಮಾಲ್ಡೀವ್ಸ್‌ನ ಮಾಜಿ ಅಧ್ಯಕ್ಷರು ಹೇಳಿದ್ದಾರೆ. ಭಾರತದ ವಿರುದ್ಧ ನೀಡಿದ ಹೇಳಿಕೆ ವಿರೋಧಿಸಿ ಭಾರತದ ಸಾಮಾಜಿಕ ಜಾಲತಾಣಗಳಲ್ಲಿ ಮಾಲ್ಡೀವ್ಸ್ ಬಹಿಷ್ಕಾರ ಅಭಿಯಾನ ಆರಂಭವಾಗಿದೆ. bbox=[977, 1867, 1239, 2027]
story6-column-2: ಮಾಲ್ಡೀವ್ಸ್ ಟೂರಿಸಂ ಅಸೋಸಿಯೇಷನ್ ಪ್ರಕಾರ, 2022ರಲ್ಲಿ 2.40 ಲಕ್ಷ ಭಾರತೀಯರು ಮಾಲ್ಡೀವ್ಸ್ ಪ್ರವಾಸ ಕೈಗೊಂಡಿದ್ದಾರೆ. 2023ರಲ್ಲಿ 2.09 ಲಕ್ಷ ಭಾರತೀಯರು ಪ್ರವಾಸಕ್ಕೆ ತೆರಳಿದ್ದರು. ಚೀನಾ ಪ್ರವಾಸಿಗರ ಸಂಖ್ಯೆ 1.87 ಲಕ್ಷ ಇತ್ತು. ಕೋವಿಡ್ ಪೂರ್ವದಲ್ಲಿ ಚೀನಾ ಮಾಲ್ಡೀವ್ಸ್ ಪ್ರವಾಸೋದ್ಯಮಕ್ಕೆ ಅಗ್ರ ಮಾರುಕಟ್ಟೆಯಾಗಿತ್ತು. "ಪ್ರವಾಸಿ ಹರಿವು ಮತ್ತೆ ಹೆಚ್ಚಿಸಲು ನಾವು ಬಯಸುತ್ತೇವೆ" ಎಂದು ಮುಯಿಜ್ಜು ಹೇಳಿದ್ದಾರೆ. bbox=[708, 1867, 965, 2027]
story4-headline: ಜಪಾನ್‌ನಲ್ಲಿ ಮತ್ತೆ ನಡುಗಿದ ನೆಲ! bbox=[1002, 948, 1475, 999]
edition-city: ಕಲಬುರಗಿ bbox=[294, 48, 486, 116]
maldives-president-handshake-photo bbox=[708, 1428, 1239, 1859]
story5-headline-line2: 6 ಭ್ರಷ್ಟ ಅಧಿಕಾರಿಗಳು bbox=[47, 1426, 369, 1480]
story1-bottom-rule bbox=[40, 728, 982, 731]
story1-column-1b: ಲೋಕಸಭೆ ಚುನಾವಣೆಗೆ ಕಾಂಗ್ರೆಸ್ ಈಗಾಗಲೇ ತಯಾರಿಗಳನ್ನು ಶುರು ಮಾಡಿಕೊಂಡಿದೆ. ಕಳೆದ ಎರಡು ದಿನಗಳಿಂದ ಸುರ್ಜೇವಾಲ ರಾಜ್ಯದಲ್ಲಿ ಬೀಡುಬಿಟ್ಟಿದ್ದಾರೆ. ಸಿಎಂ ಸಿದ್ದರಾಮಯ್ಯ, ಡಿಸಿಎಂ ಡಿಕೆ ಶಿವಕುಮಾರ್ ಸೇರಿದಂತೆ ಪ್ರಮುಖ ಸಚಿವರ ಜೊತೆಗೆ ಈಗಾಗಲೇ ಒಂದು ಸುತ್ತಿನ ಮಾತುಕತೆ ನಡೆಸಿದ್ದಾರೆ. ಇದೀಗ ಜಿಲ್ಲಾ ತಾಲ್ಲೂಕು, ಕ್ಷೇತ್ರ ಮಟ್ಟದಲ್ಲಿ ಪಕ್ಷ ಸಂಘಟನೆ ಹಾಗೂ ಚುನಾವಣಾ ತಯಾರಿ ವಿಚಾರವಾಗಿ ಪಕ್ಷದ ಪ್ರಮುಖರಿಗೆ ಕೆಲವೊಂದು ಸಲಹೆ ಸೂಚನೆಗಳನ್ನು bbox=[47, 537, 356, 677]
masthead-rule bbox=[40, 143, 1529, 146]
story1-column-1: ಬೆಂಗಳೂರು: ಲೋಕಸಭೆ ಚುನಾವಣೆಗೆ ಕಾಂಗ್ರೆಸ್ ಸಿದ್ಧಗೊಳ್ಳುತ್ತಿದೆ. ಈ ನಿಟ್ಟಿನಲ್ಲಿ ರಾಜ್ಯ ಕಾಂಗ್ರೆಸ್ ಉಸ್ತುವಾರಿ ರಣದೀಪ್ ಸಿಂಗ್ ಸುರ್ಜೇವಾಲ ನೇತೃತ್ವದಲ್ಲಿ ಬುಧವಾರ ಮಹತ್ವದ ಸಭೆ ನಡೆಯಿತು. ಕೆಪಿಸಿಸಿ ಭಾರತ್ ಜೋಡೋ ಸಭಾಂಗಣದಲ್ಲಿ ಸಭೆ ನಡೆಯಿತು. ಸಿಎಂ ಸಿದ್ದರಾಮಯ್ಯ, ಡಿಸಿಎಂ ಡಿ.ಕೆ.ಶಿವಕುಮಾರ್ ಕೂಡಾ ಭಾಗಿಯಾಗಲಿದ್ದಾರೆ. ಬೆಳಗ್ಗೆ 11 ಗಂಟೆಗೆ ಸಭೆ ಆರಂಭವಾಗಲಿದ್ದು, ಕೆಪಿಸಿಸಿ ಕಾರ್ಯಾಧ್ಯಕ್ಷರು, ಸಚಿವರು, ಕೆಪಿಸಿಸಿ ಪದಾಧಿಕಾರಿಗಳು, ಡಿಸಿಸಿ ಅಧ್ಯಕ್ಷರು ಹಾಗೂ 2023 ರ ವಿಧಾನಸಭೆಯ ಅಭ್ಯರ್ಥಿಗಳು ಕೂಡಾ ಈ ಮಹತ್ವದ ಸಭೆಯಲ್ಲಿ ಭಾಗಿಯಾಗಲಿದ್ದಾರೆ. ಈ ಸಭೆಯಲ್ಲಿ ಚುನಾವಣೆಯ ಸಿದ್ಧತೆ ಹಾಗೂ ತಂತ್ರಗಾರಿಕೆಯ ಬಗ್ಗೆ ಸಲಹೆ ಸೂಚನೆಗಳನ್ನು ನೀಡುವ ಸಾಧ್ಯತೆ ಇದೆ. bbox=[47, 243, 356, 464]
story2-headline-line1: ಉಪನಗರಕ್ಕೆ 128 ಕಿ.ಮೀ bbox=[1002, 159, 1420, 216]
congress-hand-logo bbox=[367, 241, 673, 579]
